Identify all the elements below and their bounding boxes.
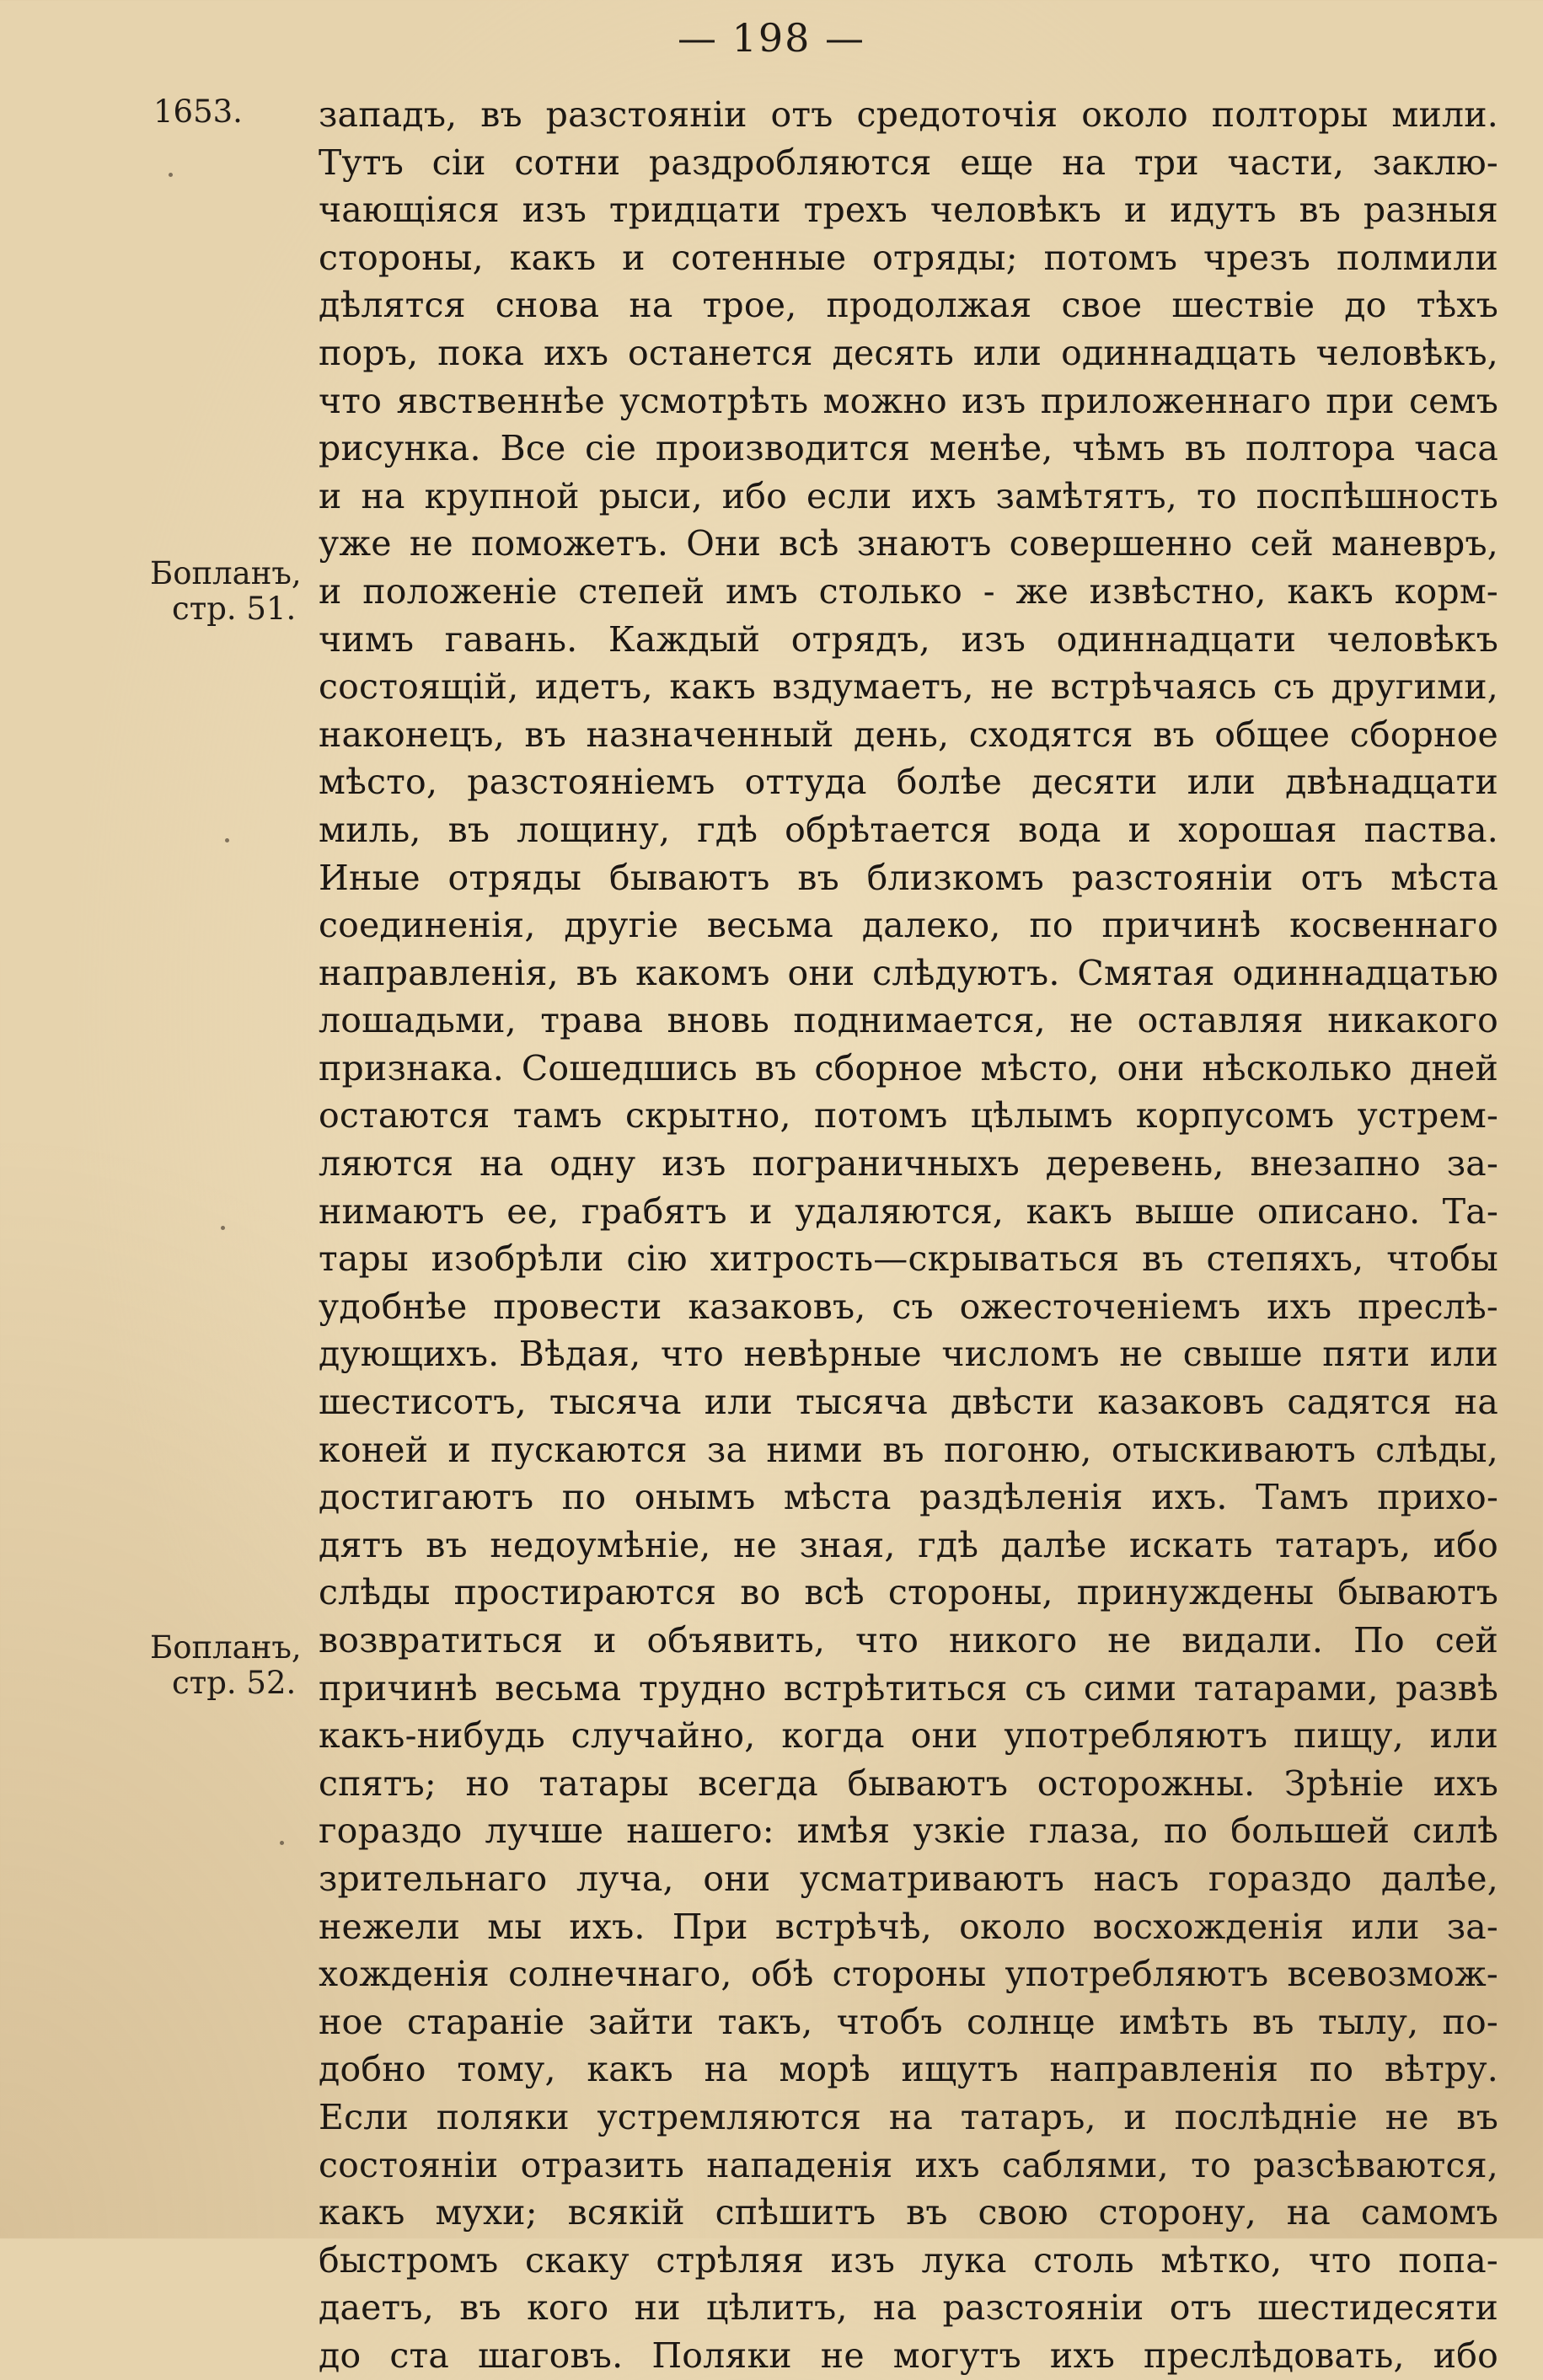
- text-line: быстромъ скаку стрѣляя изъ лука столь мѣтко, что попа-: [319, 2239, 1498, 2281]
- text-line: лошадьми, трава вновь поднимается, не оставляя никакого: [319, 1000, 1498, 1041]
- text-line: нежели мы ихъ. При встрѣчѣ, около восхожденія или за-: [319, 1906, 1498, 1947]
- paper-speck: [169, 173, 173, 177]
- text-line: наконецъ, въ назначенный день, сходятся въ общее сборное: [319, 714, 1498, 755]
- margin-note-line: Бопланъ,: [150, 555, 302, 591]
- margin-note-year: [153, 94, 322, 130]
- text-line: слѣды простираются во всѣ стороны, принуждены бываютъ: [319, 1572, 1498, 1613]
- body-text: [319, 91, 1498, 2380]
- text-line: дятъ въ недоумѣніе, не зная, гдѣ далѣе искать татаръ, ибо: [319, 1524, 1498, 1565]
- margin-note-source: [150, 556, 319, 627]
- text-line: и на крупной рыси, ибо если ихъ замѣтятъ, то поспѣшность: [319, 475, 1498, 516]
- text-line: и положеніе степей имъ столько - же извѣстно, какъ корм-: [319, 570, 1498, 612]
- text-line: чающіяся изъ тридцати трехъ человѣкъ и идутъ въ разныя: [319, 190, 1498, 231]
- text-line: достигаютъ по онымъ мѣста раздѣленія ихъ. Тамъ прихо-: [319, 1477, 1498, 1518]
- text-line: соединенія, другіе весьма далеко, по причинѣ косвеннаго: [319, 905, 1498, 946]
- text-line: гораздо лучше нашего: имѣя узкіе глаза, по большей силѣ: [319, 1810, 1498, 1852]
- text-line: возвратиться и объявить, что никого не видали. По сей: [319, 1620, 1498, 1661]
- text-line: какъ мухи; всякій спѣшитъ въ свою сторону, на самомъ: [319, 2192, 1498, 2233]
- text-line: чимъ гавань. Каждый отрядъ, изъ одиннадцати человѣкъ: [319, 618, 1498, 660]
- margin-note-line: стр. 52.: [172, 1665, 297, 1701]
- text-line: тары изобрѣли сію хитрость—скрываться въ степяхъ, чтобы: [319, 1238, 1498, 1280]
- margin-note-source: [150, 1630, 319, 1701]
- text-line: признака. Сошедшись въ сборное мѣсто, они нѣсколько дней: [319, 1047, 1498, 1088]
- paper-speck: [221, 1226, 225, 1230]
- text-line: остаются тамъ скрытно, потомъ цѣлымъ корпусомъ устрем-: [319, 1095, 1498, 1137]
- text-line: Тутъ сіи сотни раздробляются еще на три части, заклю-: [319, 142, 1498, 183]
- text-line: ное стараніе зайти такъ, чтобъ солнце имѣть въ тылу, по-: [319, 2001, 1498, 2042]
- text-line: уже не поможетъ. Они всѣ знаютъ совершенно сей маневръ,: [319, 523, 1498, 564]
- text-line: дующихъ. Вѣдая, что невѣрные числомъ не свыше пяти или: [319, 1334, 1498, 1375]
- text-line: нимаютъ ее, грабятъ и удаляются, какъ выше описано. Та-: [319, 1190, 1498, 1232]
- text-line: коней и пускаются за ними въ погоню, отыскиваютъ слѣды,: [319, 1429, 1498, 1470]
- text-line: миль, въ лощину, гдѣ обрѣтается вода и хорошая паства.: [319, 809, 1498, 850]
- paper-speck: [225, 838, 229, 842]
- text-line: состояніи отразить нападенія ихъ саблями, то разсѣваются,: [319, 2144, 1498, 2185]
- text-line: какъ-нибудь случайно, когда они употребляютъ пищу, или: [319, 1715, 1498, 1757]
- text-line: что явственнѣе усмотрѣть можно изъ приложеннаго при семъ: [319, 380, 1498, 421]
- text-line: Если поляки устремляются на татаръ, и послѣдніе не въ: [319, 2096, 1498, 2137]
- text-line: западъ, въ разстояніи отъ средоточія около полторы мили.: [319, 94, 1498, 135]
- text-line: направленія, въ какомъ они слѣдуютъ. Смятая одиннадцатью: [319, 952, 1498, 993]
- text-line: добно тому, какъ на морѣ ищутъ направленія по вѣтру.: [319, 2049, 1498, 2090]
- margin-note-line: 1653.: [153, 94, 243, 130]
- text-line: дѣлятся снова на трое, продолжая свое шествіе до тѣхъ: [319, 285, 1498, 326]
- text-line: рисунка. Все сіе производится менѣе, чѣмъ въ полтора часа: [319, 428, 1498, 469]
- text-line: поръ, пока ихъ останется десять или одиннадцать человѣкъ,: [319, 332, 1498, 373]
- margin-note-line: Бопланъ,: [150, 1629, 302, 1666]
- text-line: стороны, какъ и сотенные отряды; потомъ чрезъ полмили: [319, 237, 1498, 278]
- text-line: до ста шаговъ. Поляки не могутъ ихъ преслѣдовать, ибо: [319, 2335, 1498, 2376]
- margin-note-line: стр. 51.: [172, 591, 297, 627]
- text-line: Иные отряды бываютъ въ близкомъ разстояніи отъ мѣста: [319, 857, 1498, 898]
- text-line: состоящій, идетъ, какъ вздумаетъ, не встрѣчаясь съ другими,: [319, 666, 1498, 708]
- page-number: — 198 —: [677, 15, 866, 61]
- text-line: шестисотъ, тысяча или тысяча двѣсти казаковъ садятся на: [319, 1382, 1498, 1423]
- text-line: даетъ, въ кого ни цѣлитъ, на разстояніи отъ шестидесяти: [319, 2287, 1498, 2329]
- text-line: причинѣ весьма трудно встрѣтиться съ сими татарами, развѣ: [319, 1667, 1498, 1709]
- text-line: спятъ; но татары всегда бываютъ осторожны. Зрѣніе ихъ: [319, 1762, 1498, 1804]
- text-line: ляются на одну изъ пограничныхъ деревень, внезапно за-: [319, 1143, 1498, 1185]
- text-line: удобнѣе провести казаковъ, съ ожесточеніемъ ихъ преслѣ-: [319, 1286, 1498, 1327]
- text-line: мѣсто, разстояніемъ оттуда болѣе десяти или двѣнадцати: [319, 762, 1498, 803]
- text-line: хожденія солнечнаго, обѣ стороны употребляютъ всевозмож-: [319, 1954, 1498, 1995]
- text-line: зрительнаго луча, они усматриваютъ насъ гораздо далѣе,: [319, 1858, 1498, 1899]
- paper-speck: [280, 1841, 284, 1845]
